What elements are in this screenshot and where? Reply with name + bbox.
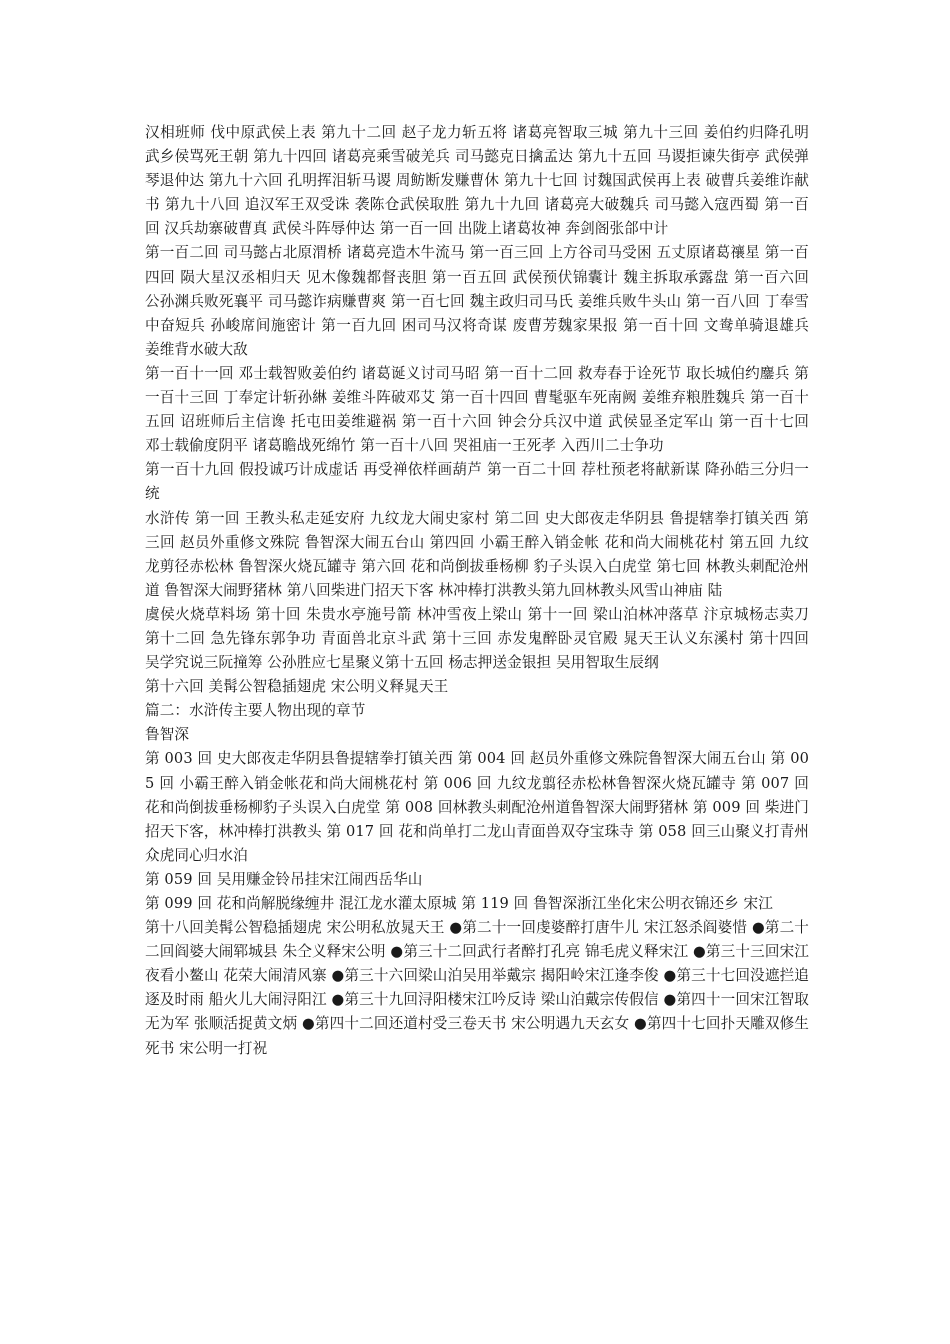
paragraph-lu-zhishen-099-119: 第 099 回 花和尚解脱缘缠井 混江龙水灌太原城 第 119 回 鲁智深浙江坐化宋公明衣锦还乡 宋江 — [145, 895, 773, 912]
paragraph-sanguo-111-118: 第一百十一回 邓士载智败姜伯约 诸葛诞义讨司马昭 第一百十二回 救寿春于诠死节 取长城伯约鏖兵 第一百十三回 丁奉定计斩孙綝 姜维斗阵破邓艾 第一百十四回 曹髦驱车死南阙 姜维弃粮胜魏兵 第一百十五回 诏班师后主信谗 托屯田姜维避祸 第一百十六回 钟会分兵汉中道 武侯显圣定军山 第一百十七回 邓士载偷度阴平 诸葛瞻战死绵竹 第一百十八回 哭祖庙一王死孝 入西川二士争功 — [145, 364, 809, 455]
paragraph-sanguo-102-110: 第一百二回 司马懿占北原渭桥 诸葛亮造木牛流马 第一百三回 上方谷司马受困 五丈原诸葛禳星 第一百四回 陨大星汉丞相归天 见木像魏都督丧胆 第一百五回 武侯预伏锦囊计 魏主拆取承露盘 第一百六回 公孙渊兵败死襄平 司马懿诈病赚曹爽 第一百七回 魏主政归司马氏 姜维兵败牛头山 第一百八回 丁奉雪中奋短兵 孙峻席间施密计 第一百九回 困司马汉将奇谋 废曹芳魏家果报 第一百十回 文鸯单骑退雄兵 姜维背水破大敌 — [145, 244, 809, 358]
paragraph-song-jiang-chapters: 第十八回美髯公智稳插翅虎 宋公明私放晁天王 ●第二十一回虔婆醉打唐牛儿 宋江怒杀阎婆惜 ●第二十二回阎婆大闹郓城县 朱仝义释宋公明 ●第三十二回武行者醉打孔亮 锦毛虎义释宋江 ●第三十三回宋江夜看小鳌山 花荣大闹清风寨 ●第三十六回梁山泊吴用举戴宗 揭阳岭宋江逢李俊 ●第三十七回没遮拦追逐及时雨 船火儿大闹浔阳江 ●第三十九回浔阳楼宋江吟反诗 梁山泊戴宗传假信 ●第四十一回宋江智取无为军 张顺活捉黄文炳 ●第四十二回还道村受三卷天书 宋公明遇九天玄女 ●第四十七回扑天雕双修生死书 宋公明一打祝 — [145, 919, 809, 1057]
section-heading: 篇二：水浒传主要人物出现的章节 — [145, 702, 366, 720]
paragraph-shuihu-10-15: 虞侯火烧草料场 第十回 朱贵水亭施号箭 林冲雪夜上梁山 第十一回 梁山泊林冲落草 汴京城杨志卖刀 第十二回 急先锋东郭争功 青面兽北京斗武 第十三回 赤发鬼醉卧灵官殿 晁天王认义东溪村 第十四回 吴学究说三阮撞筹 公孙胜应七星聚义第十五回 杨志押送金银担 吴用智取生辰纲 — [145, 605, 809, 672]
paragraph-lu-zhishen-059: 第 059 回 吴用赚金铃吊挂宋江闹西岳华山 — [145, 870, 423, 888]
character-name-lu-zhishen: 鲁智深 — [145, 726, 190, 744]
paragraph-shuihu-16: 第十六回 美髯公智稳插翅虎 宋公明义释晁天王 — [145, 678, 449, 696]
paragraph-shuihu-1-9: 水浒传 第一回 王教头私走延安府 九纹龙大闹史家村 第二回 史大郎夜走华阴县 鲁提辖拳打镇关西 第三回 赵员外重修文殊院 鲁智深大闹五台山 第四回 小霸王醉入销金帐 花和尚大闹桃花村 第五回 九纹龙剪径赤松林 鲁智深火烧瓦罐寺 第六回 花和尚倒拔垂杨柳 豹子头误入白虎堂 第七回 林教头刺配沧州道 鲁智深大闹野猪林 第八回柴进门招天下客 林冲棒打洪教头第九回林教头风雪山神庙 陆 — [145, 509, 809, 599]
paragraph-sanguo-92-101: 汉相班师 伐中原武侯上表 第九十二回 赵子龙力斩五将 诸葛亮智取三城 第九十三回 姜伯约归降孔明 武乡侯骂死王朝 第九十四回 诸葛亮乘雪破羌兵 司马懿克日擒孟达 第九十五回 马谡拒谏失街亭 武侯弹琴退仲达 第九十六回 孔明挥泪斩马谡 周鲂断发赚曹休 第九十七回 讨魏国武侯再上表 破曹兵姜维诈献书 第九十八回 追汉军王双受诛 袭陈仓武侯取胜 第九十九回 诸葛亮大破魏兵 司马懿入寇西蜀 第一百回 汉兵劫寨破曹真 武侯斗阵辱仲达 第一百一回 出陇上诸葛妆神 奔剑阁张郃中计 — [145, 124, 809, 238]
paragraph-sanguo-119-120: 第一百十九回 假投诚巧计成虚话 再受禅依样画葫芦 第一百二十回 荐杜预老将献新谋 降孙皓三分归一统 — [145, 461, 809, 503]
paragraph-lu-zhishen-chapters: 第 003 回 史大郎夜走华阴县鲁提辖拳打镇关西 第 004 回 赵员外重修文殊院鲁智深大闹五台山 第 005 回 小霸王醉入销金帐花和尚大闹桃花村 第 006 回 九纹龙翦径赤松林鲁智深火烧瓦罐寺 第 007 回 花和尚倒拔垂杨柳豹子头误入白虎堂 第 008 回林教头刺配沧州道鲁智深大闹野猪林 第 009 回 柴进门招天下客，林冲棒打洪教头 第 017 回 花和尚单打二龙山青面兽双夺宝珠寺 第 058 回三山聚义打青州 众虎同心归水泊 — [145, 750, 809, 864]
document-body — [145, 121, 809, 1061]
